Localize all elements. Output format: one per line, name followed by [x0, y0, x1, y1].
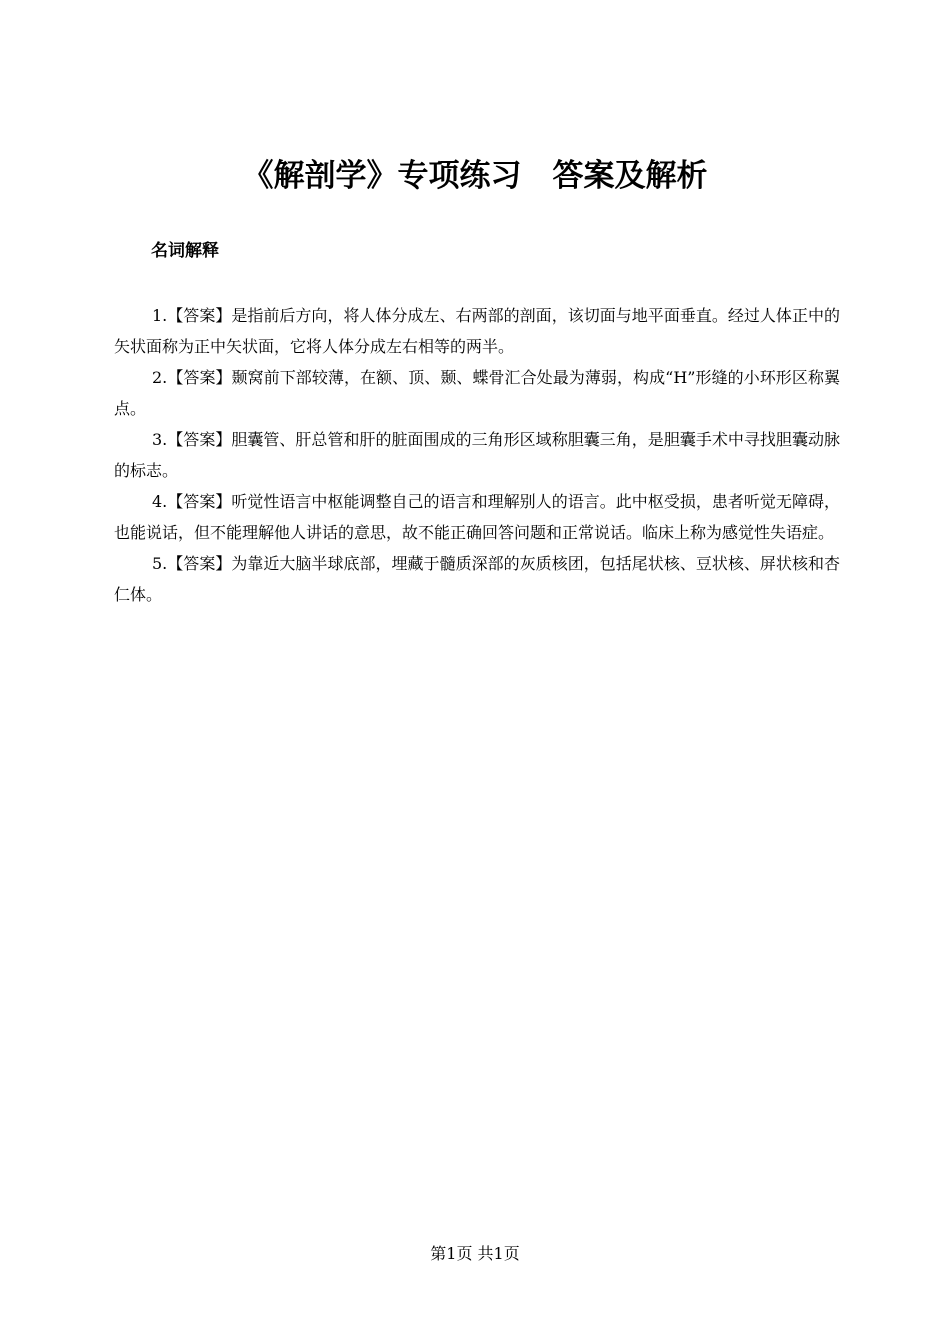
answer-item-4: 4.【答案】听觉性语言中枢能调整自己的语言和理解别人的语言。此中枢受损，患者听觉无障碍，也能说话，但不能理解他人讲话的意思，故不能正确回答问题和正常说话。临床上称为感觉性失语症。 — [114, 492, 840, 542]
answer-list — [114, 300, 840, 610]
answer-item-2: 2.【答案】颞窝前下部较薄，在额、顶、颞、蝶骨汇合处最为薄弱，构成“H”形缝的小环形区称翼点。 — [114, 368, 840, 418]
answer-item-3: 3.【答案】胆囊管、肝总管和肝的脏面围成的三角形区域称胆囊三角，是胆囊手术中寻找胆囊动脉的标志。 — [114, 430, 840, 480]
section-heading: 名词解释 — [151, 241, 219, 261]
answer-item-5: 5.【答案】为靠近大脑半球底部，埋藏于髓质深部的灰质核团，包括尾状核、豆状核、屏状核和杏仁体。 — [114, 554, 840, 604]
page-footer: 第1页 共1页 — [430, 1244, 520, 1263]
answer-item-1: 1.【答案】是指前后方向，将人体分成左、右两部的剖面，该切面与地平面垂直。经过人体正中的矢状面称为正中矢状面，它将人体分成左右相等的两半。 — [114, 306, 840, 356]
document-title: 《解剖学》专项练习 答案及解析 — [242, 158, 708, 194]
